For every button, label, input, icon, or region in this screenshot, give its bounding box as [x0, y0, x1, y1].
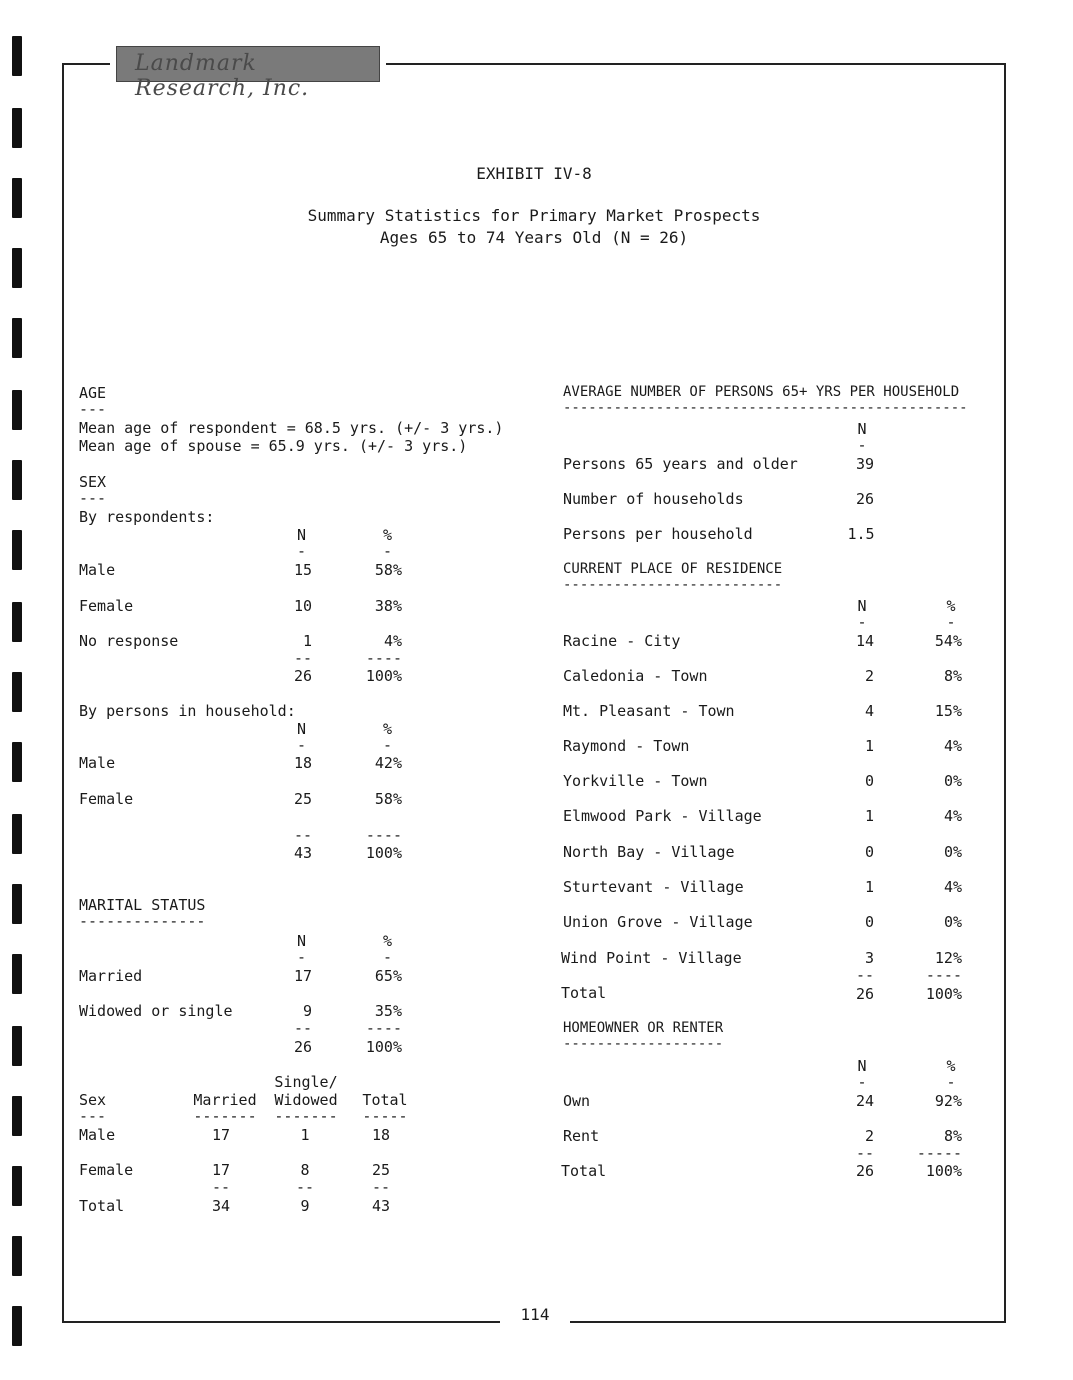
table-row-pct: 4%: [383, 632, 402, 650]
table-cell-married: 17: [211, 1126, 231, 1144]
age-mean-spouse: Mean age of spouse = 65.9 yrs. (+/- 3 yrs.): [79, 437, 468, 455]
table-row-n: 3: [864, 949, 874, 967]
table-row-label: Male: [79, 754, 116, 772]
col-header-pct: %: [382, 526, 392, 544]
table-row-n: 14: [855, 632, 874, 650]
col-dash-pct: -: [382, 948, 392, 966]
table-row-n: 10: [293, 597, 312, 615]
table-row-n: 1: [864, 878, 874, 896]
page-title: Summary Statistics for Primary Market Prospects: [307, 206, 761, 225]
homeowner-underline: -------------------: [563, 1036, 724, 1052]
table-row-label: Number of households: [563, 490, 744, 508]
table-row-pct: 4%: [943, 878, 962, 896]
total-pct: 100%: [365, 1038, 402, 1056]
table-row-label: Female: [79, 597, 134, 615]
col-underline: ---: [79, 1107, 107, 1125]
sum-separator: --: [855, 1144, 874, 1162]
table-row-label: Union Grove - Village: [563, 913, 753, 931]
total-n: 26: [855, 985, 874, 1003]
table-row-pct: 42%: [374, 754, 402, 772]
residence-underline: --------------------------: [563, 577, 783, 593]
table-row-label: Raymond - Town: [563, 737, 690, 755]
page-subtitle: Ages 65 to 74 Years Old (N = 26): [379, 228, 689, 247]
col-underline: -------: [193, 1107, 257, 1125]
total-n: 26: [293, 667, 312, 685]
age-heading: AGE: [79, 384, 107, 402]
sum-separator: --: [371, 1178, 391, 1196]
table-row-label: Racine - City: [563, 632, 681, 650]
total-pct: 100%: [925, 1162, 962, 1180]
table-row-label: Widowed or single: [79, 1002, 233, 1020]
table-row-n: 0: [864, 913, 874, 931]
table-row-pct: 12%: [934, 949, 962, 967]
table-row-pct: 0%: [943, 843, 962, 861]
table-row-label: Male: [79, 561, 116, 579]
table-row-pct: 15%: [934, 702, 962, 720]
total-label: Total: [79, 1197, 125, 1215]
table-cell-married: 17: [211, 1161, 231, 1179]
col-dash-pct: -: [382, 736, 392, 754]
exhibit-label: EXHIBIT IV-8: [476, 164, 592, 183]
sum-separator: --: [295, 1178, 315, 1196]
table-row-pct: 4%: [943, 737, 962, 755]
total-label: Total: [561, 1162, 607, 1180]
binder-hole: [12, 178, 22, 218]
age-mean-respondent: Mean age of respondent = 68.5 yrs. (+/- 3 yrs.): [79, 419, 504, 437]
table-row-n: 18: [293, 754, 312, 772]
marital-heading: MARITAL STATUS: [79, 896, 206, 914]
company-logo: Landmark Research, Inc.: [116, 46, 380, 82]
total-married: 34: [211, 1197, 231, 1215]
sum-separator: --: [855, 966, 874, 984]
table-row-label: Own: [563, 1092, 591, 1110]
table-cell-single: 8: [300, 1161, 310, 1179]
age-underline: ---: [79, 400, 107, 418]
binder-hole: [12, 390, 22, 430]
table-row-n: 2: [864, 1127, 874, 1145]
table-row-n: 39: [855, 455, 875, 473]
table-row-pct: 38%: [374, 597, 402, 615]
table-row-label: Persons 65 years and older: [563, 455, 798, 473]
table-row-n: 1: [864, 807, 874, 825]
col-header-sex: Sex: [79, 1091, 107, 1109]
col-header-n: N: [857, 597, 867, 615]
table-row-label: Rent: [563, 1127, 600, 1145]
col-header-single: Single/: [274, 1073, 338, 1091]
table-row-label: Female: [79, 790, 134, 808]
table-row-n: 17: [293, 967, 312, 985]
table-row-label: Persons per household: [563, 525, 753, 543]
table-row-pct: 58%: [374, 790, 402, 808]
sum-separator: ----: [365, 1019, 402, 1037]
col-dash-n: -: [296, 948, 306, 966]
col-dash-n: -: [296, 542, 306, 560]
binder-hole: [12, 814, 22, 854]
table-row-label: Elmwood Park - Village: [563, 807, 762, 825]
col-underline: -----: [362, 1107, 408, 1125]
total-pct: 100%: [365, 844, 402, 862]
total-n: 26: [855, 1162, 874, 1180]
table-row-pct: 65%: [374, 967, 402, 985]
col-header-total: Total: [362, 1091, 408, 1109]
table-row-n: 1: [864, 737, 874, 755]
by-respondents-label: By respondents:: [79, 508, 215, 526]
total-single: 9: [300, 1197, 310, 1215]
homeowner-heading: HOMEOWNER OR RENTER: [563, 1020, 724, 1036]
table-row-label: Mt. Pleasant - Town: [563, 702, 735, 720]
binder-hole: [12, 460, 22, 500]
col-underline: -------: [274, 1107, 338, 1125]
table-row-n: 25: [293, 790, 312, 808]
residence-heading: CURRENT PLACE OF RESIDENCE: [563, 561, 783, 577]
table-row-pct: 8%: [943, 1127, 962, 1145]
table-row-label: Wind Point - Village: [561, 949, 742, 967]
total-pct: 100%: [365, 667, 402, 685]
sum-separator: --: [293, 649, 312, 667]
binder-hole: [12, 1236, 22, 1276]
binder-hole: [12, 1096, 22, 1136]
sum-separator: ----: [365, 649, 402, 667]
table-row-label: Yorkville - Town: [563, 772, 708, 790]
table-row-pct: 0%: [943, 913, 962, 931]
col-header-pct: %: [946, 1057, 956, 1075]
binder-hole: [12, 602, 22, 642]
total-pct: 100%: [925, 985, 962, 1003]
col-dash-pct: -: [382, 542, 392, 560]
col-dash-n: -: [857, 1073, 867, 1091]
col-header-n: N: [857, 1057, 867, 1075]
table-row-n: 0: [864, 772, 874, 790]
binder-hole: [12, 742, 22, 782]
sum-separator: ----: [925, 966, 962, 984]
by-household-label: By persons in household:: [79, 702, 296, 720]
table-row-label: Sturtevant - Village: [563, 878, 744, 896]
binder-hole: [12, 36, 22, 76]
sum-separator: -----: [916, 1144, 962, 1162]
col-dash-n: -: [857, 613, 867, 631]
binder-hole: [12, 530, 22, 570]
total-total: 43: [371, 1197, 391, 1215]
binder-hole: [12, 108, 22, 148]
table-row-pct: 35%: [374, 1002, 402, 1020]
sex-underline: ---: [79, 489, 107, 507]
col-dash-n: -: [296, 736, 306, 754]
table-row-pct: 92%: [934, 1092, 962, 1110]
table-row-pct: 58%: [374, 561, 402, 579]
page-number: 114: [520, 1305, 550, 1324]
table-row-n: 2: [864, 667, 874, 685]
col-header-n: N: [296, 932, 306, 950]
avg-persons-underline: ------------------------------------------------: [563, 400, 968, 416]
table-row-n: 26: [855, 490, 875, 508]
col-header-n: N: [296, 526, 306, 544]
table-cell-total: 18: [371, 1126, 391, 1144]
col-header-pct: %: [382, 720, 392, 738]
table-row-pct: 54%: [934, 632, 962, 650]
table-cell-single: 1: [300, 1126, 310, 1144]
table-row-n: 4: [864, 702, 874, 720]
table-row-n: 1.5: [847, 525, 875, 543]
col-header-pct: %: [382, 932, 392, 950]
col-header-widowed: Widowed: [274, 1091, 338, 1109]
total-n: 43: [293, 844, 312, 862]
binder-hole: [12, 1306, 22, 1346]
table-row-n: 9: [302, 1002, 312, 1020]
table-row-label: Male: [79, 1126, 116, 1144]
table-row-label: Caledonia - Town: [563, 667, 708, 685]
total-n: 26: [293, 1038, 312, 1056]
sum-separator: --: [293, 1019, 312, 1037]
col-dash-pct: -: [946, 613, 956, 631]
table-row-n: 15: [293, 561, 312, 579]
table-row-pct: 0%: [943, 772, 962, 790]
table-row-n: 0: [864, 843, 874, 861]
table-cell-total: 25: [371, 1161, 391, 1179]
table-row-label: No response: [79, 632, 179, 650]
binder-hole: [12, 248, 22, 288]
col-header-n: N: [857, 420, 867, 438]
table-row-pct: 8%: [943, 667, 962, 685]
total-label: Total: [561, 984, 607, 1002]
col-header-n: N: [296, 720, 306, 738]
binder-hole: [12, 672, 22, 712]
table-row-label: North Bay - Village: [563, 843, 735, 861]
sex-heading: SEX: [79, 473, 107, 491]
binder-hole: [12, 1166, 22, 1206]
table-row-label: Married: [79, 967, 143, 985]
sum-separator: ----: [365, 826, 402, 844]
marital-underline: --------------: [79, 912, 206, 930]
col-dash-pct: -: [946, 1073, 956, 1091]
col-header-pct: %: [946, 597, 956, 615]
binder-hole: [12, 954, 22, 994]
avg-persons-heading: AVERAGE NUMBER OF PERSONS 65+ YRS PER HOUSEHOLD: [563, 384, 960, 400]
binder-hole: [12, 318, 22, 358]
table-row-n: 1: [302, 632, 312, 650]
col-header-married: Married: [193, 1091, 257, 1109]
binder-hole: [12, 1026, 22, 1066]
sum-separator: --: [293, 826, 312, 844]
table-row-n: 24: [855, 1092, 874, 1110]
col-dash-n: -: [857, 436, 867, 454]
binder-hole: [12, 884, 22, 924]
table-row-label: Female: [79, 1161, 134, 1179]
sum-separator: --: [211, 1178, 231, 1196]
table-row-pct: 4%: [943, 807, 962, 825]
